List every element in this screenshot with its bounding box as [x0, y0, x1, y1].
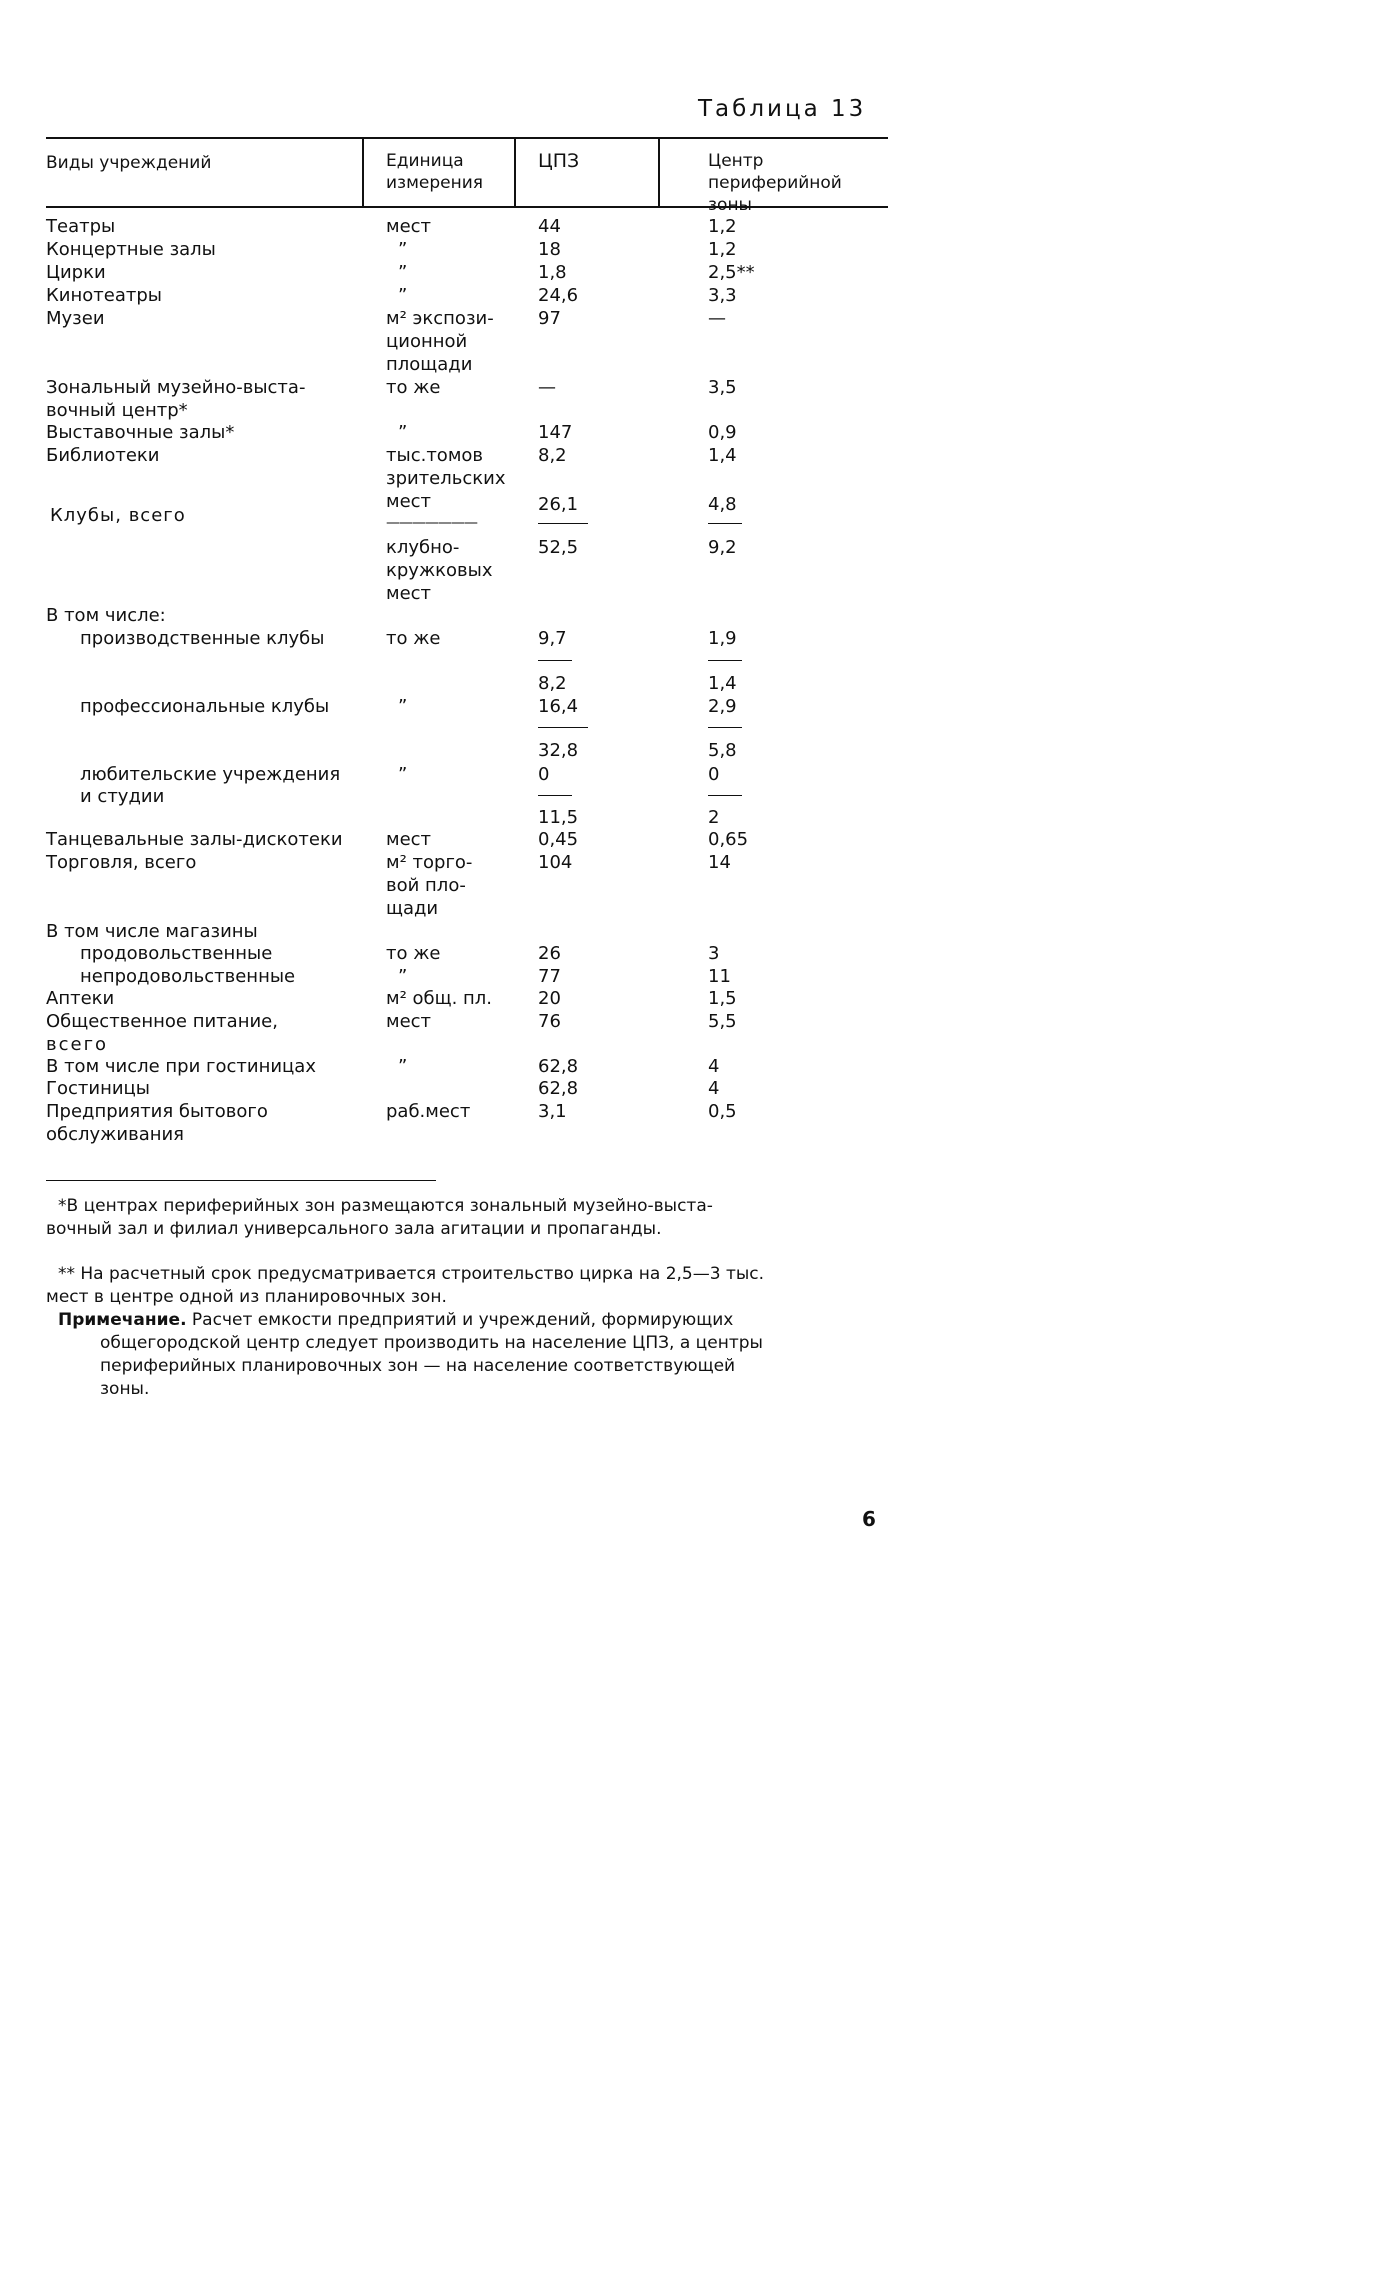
- row-per: —: [708, 308, 726, 329]
- fraction-line: [538, 727, 588, 728]
- row-per: 0,5: [708, 1101, 737, 1122]
- row-cpz: 76: [538, 1011, 561, 1032]
- row-cpz: 77: [538, 966, 561, 987]
- row-per: 1,4: [708, 673, 737, 694]
- footnote-2: мест в центре одной из планировочных зон.: [46, 1287, 447, 1307]
- row-per: 1,4: [708, 445, 737, 466]
- row-unit: ”: [398, 262, 408, 283]
- row-per: 4: [708, 1056, 720, 1077]
- row-cpz: 1,8: [538, 262, 567, 283]
- row-name: Кинотеатры: [46, 285, 162, 306]
- row-unit: ”: [398, 696, 408, 717]
- row-per: 5,8: [708, 740, 737, 761]
- row-cpz: 44: [538, 216, 561, 237]
- row-unit: ”: [398, 239, 408, 260]
- row-per: 3,3: [708, 285, 737, 306]
- row-unit: ”: [398, 966, 408, 987]
- row-unit: то же: [386, 943, 441, 964]
- row-name: Клубы, всего: [50, 505, 186, 526]
- row-unit: клубно-: [386, 537, 460, 558]
- footnote-2: ** На расчетный срок предусматривается строительство цирка на 2,5—3 тыс.: [58, 1264, 765, 1284]
- row-cpz: 52,5: [538, 537, 579, 558]
- header-cpz: ЦПЗ: [538, 150, 580, 172]
- row-name: продовольственные: [80, 943, 273, 964]
- row-cpz: 104: [538, 852, 573, 873]
- row-per: 3,5: [708, 377, 737, 398]
- row-cpz: 18: [538, 239, 561, 260]
- row-cpz: 11,5: [538, 807, 579, 828]
- header-peripheral: Центр периферийной зоны: [708, 151, 842, 215]
- table-top-rule: [46, 137, 888, 139]
- row-unit: раб.мест: [386, 1101, 471, 1122]
- row-cpz: 24,6: [538, 285, 579, 306]
- header-type: Виды учреждений: [46, 153, 212, 173]
- row-cpz: —: [538, 377, 556, 398]
- fraction-line: [708, 795, 742, 796]
- row-per: 14: [708, 852, 731, 873]
- row-unit: тыс.томов: [386, 445, 484, 466]
- footnote-1: *В центрах периферийных зон размещаются зональный музейно-выста-: [58, 1196, 713, 1216]
- row-unit: мест: [386, 1011, 432, 1032]
- row-per: 4: [708, 1078, 720, 1099]
- row-per: 11: [708, 966, 731, 987]
- row-per: 1,2: [708, 239, 737, 260]
- row-cpz: 62,8: [538, 1078, 579, 1099]
- row-unit: ”: [398, 285, 408, 306]
- row-cpz: 0,45: [538, 829, 579, 850]
- row-name: В том числе магазины: [46, 921, 258, 942]
- row-name: Музеи: [46, 308, 105, 329]
- row-name: Предприятия бытового: [46, 1101, 268, 1122]
- row-name: вочный центр*: [46, 400, 188, 421]
- row-per: 1,2: [708, 216, 737, 237]
- row-unit: ”: [398, 422, 408, 443]
- row-name: Танцевальные залы-дискотеки: [46, 829, 343, 850]
- row-cpz: 16,4: [538, 696, 579, 717]
- row-per: 0,9: [708, 422, 737, 443]
- note: периферийных планировочных зон — на население соответствующей: [100, 1356, 736, 1376]
- row-per: 2,5**: [708, 262, 755, 283]
- row-name: Торговля, всего: [46, 852, 197, 873]
- row-unit: м² экспози-: [386, 308, 494, 329]
- header-divider: [658, 137, 660, 206]
- row-cpz: 62,8: [538, 1056, 579, 1077]
- row-unit: мест: [386, 216, 432, 237]
- row-per: 1,9: [708, 628, 737, 649]
- row-name: обслуживания: [46, 1124, 185, 1145]
- row-cpz: 3,1: [538, 1101, 567, 1122]
- fraction-line: [538, 795, 572, 796]
- row-unit: кружковых: [386, 560, 493, 581]
- row-unit: ”: [398, 764, 408, 785]
- row-cpz: 20: [538, 988, 561, 1009]
- footnote-separator: [46, 1180, 436, 1181]
- row-name: и студии: [80, 786, 165, 807]
- fraction-line: [708, 660, 742, 661]
- page-number: 6: [862, 1507, 876, 1531]
- row-unit: м² общ. пл.: [386, 988, 493, 1009]
- row-per: 1,5: [708, 988, 737, 1009]
- header-divider: [514, 137, 516, 206]
- row-per: 2: [708, 807, 720, 828]
- row-unit: ”: [398, 1056, 408, 1077]
- row-per: 2,9: [708, 696, 737, 717]
- row-name: любительские учреждения: [80, 764, 341, 785]
- row-name: Аптеки: [46, 988, 115, 1009]
- note: зоны.: [100, 1379, 150, 1399]
- row-unit: вой пло-: [386, 875, 466, 896]
- row-name: профессиональные клубы: [80, 696, 330, 717]
- row-cpz: 0: [538, 764, 550, 785]
- header-divider: [362, 137, 364, 206]
- note-text: Расчет емкости предприятий и учреждений, формирующих: [186, 1310, 734, 1330]
- row-cpz: 97: [538, 308, 561, 329]
- row-name: Общественное питание,: [46, 1011, 278, 1032]
- row-name: всего: [46, 1034, 109, 1055]
- row-cpz: 26,1: [538, 494, 579, 515]
- row-name: Гостиницы: [46, 1078, 151, 1099]
- row-cpz: 8,2: [538, 445, 567, 466]
- row-per: 0: [708, 764, 720, 785]
- row-cpz: 147: [538, 422, 573, 443]
- row-name: В том числе:: [46, 605, 166, 626]
- note-label: Примечание.: [58, 1310, 187, 1330]
- row-name: Театры: [46, 216, 116, 237]
- header-unit: Единица измерения: [386, 151, 484, 193]
- row-unit: то же: [386, 377, 441, 398]
- row-cpz: 8,2: [538, 673, 567, 694]
- fraction-line: [538, 660, 572, 661]
- table-caption: Таблица 13: [698, 96, 867, 122]
- row-unit: мест: [386, 829, 432, 850]
- row-cpz: 26: [538, 943, 561, 964]
- row-per: 5,5: [708, 1011, 737, 1032]
- row-unit-divider: ———————: [386, 515, 477, 531]
- row-unit: щади: [386, 898, 439, 919]
- row-unit: зрительских: [386, 468, 506, 489]
- row-unit: мест: [386, 583, 432, 604]
- row-per: 0,65: [708, 829, 749, 850]
- row-name: Зональный музейно-выста-: [46, 377, 306, 398]
- row-name: Библиотеки: [46, 445, 160, 466]
- row-unit: площади: [386, 354, 473, 375]
- row-name: непродовольственные: [80, 966, 296, 987]
- row-name: производственные клубы: [80, 628, 325, 649]
- row-per: 4,8: [708, 494, 737, 515]
- row-unit: то же: [386, 628, 441, 649]
- fraction-line: [708, 727, 742, 728]
- row-name: В том числе при гостиницах: [46, 1056, 316, 1077]
- fraction-line: [708, 523, 742, 524]
- note: общегородской центр следует производить на население ЦПЗ, а центры: [100, 1333, 763, 1353]
- row-name: Выставочные залы*: [46, 422, 235, 443]
- fraction-line: [538, 523, 588, 524]
- row-name: Цирки: [46, 262, 106, 283]
- row-cpz: 9,7: [538, 628, 567, 649]
- row-name: Концертные залы: [46, 239, 216, 260]
- row-unit: ционной: [386, 331, 468, 352]
- row-cpz: 32,8: [538, 740, 579, 761]
- footnote-1: вочный зал и филиал универсального зала агитации и пропаганды.: [46, 1219, 662, 1239]
- note: [58, 1309, 733, 1332]
- row-per: 3: [708, 943, 720, 964]
- row-per: 9,2: [708, 537, 737, 558]
- row-unit: м² торго-: [386, 852, 473, 873]
- row-unit: мест: [386, 491, 432, 512]
